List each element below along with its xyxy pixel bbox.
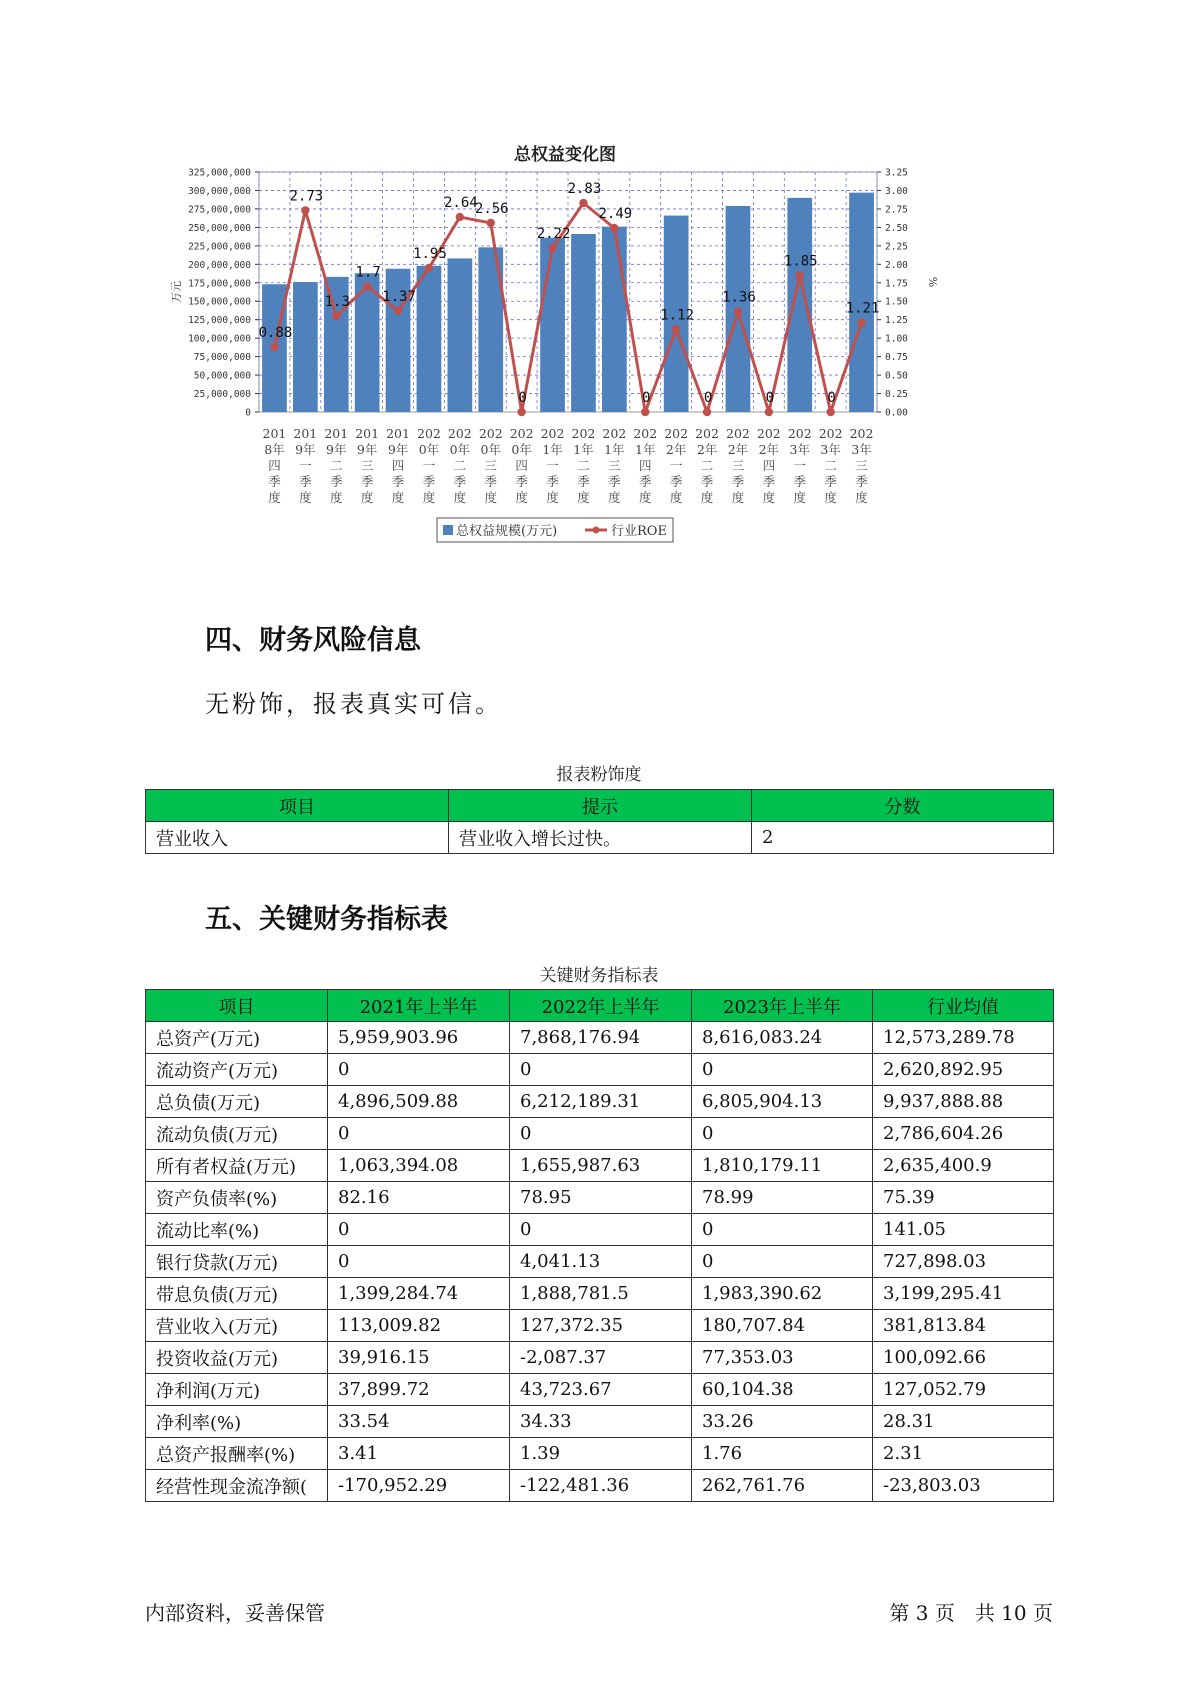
x-tick-label: 3年	[789, 442, 810, 457]
roe-point	[703, 408, 711, 416]
kfi-cell: 43,723.67	[510, 1374, 692, 1406]
bar-equity	[787, 198, 812, 412]
kfi-cell: 77,353.03	[692, 1342, 873, 1374]
x-tick-label: 二	[824, 458, 837, 473]
kfi-cell: 127,372.35	[510, 1310, 692, 1342]
x-tick-label: 度	[731, 490, 745, 505]
x-tick-label: 一	[793, 458, 807, 473]
roe-data-label: 0	[703, 390, 713, 406]
kfi-cell: -170,952.29	[328, 1470, 510, 1502]
x-tick-label: 三	[855, 458, 868, 473]
kfi-cell: -23,803.03	[873, 1470, 1054, 1502]
x-tick-label: 2年	[696, 442, 718, 457]
x-tick-label: 度	[577, 490, 590, 505]
kfi-cell: 727,898.03	[873, 1246, 1054, 1278]
kfi-cell: 3,199,295.41	[873, 1278, 1054, 1310]
kfi-cell: 0	[692, 1054, 873, 1086]
kfi-cell: 9,937,888.88	[873, 1086, 1054, 1118]
kfi-cell: 4,896,509.88	[328, 1086, 510, 1118]
kfi-header-cell: 行业均值	[873, 990, 1054, 1022]
kfi-cell: 资产负债率(%)	[146, 1182, 328, 1214]
x-tick-label: 1年	[542, 442, 563, 457]
kfi-cell: 78.95	[510, 1182, 692, 1214]
x-tick-label: 二	[329, 458, 343, 473]
kfi-cell: 0	[510, 1214, 692, 1246]
kfi-cell: 1.39	[510, 1438, 692, 1470]
x-tick-label: 季	[329, 474, 343, 489]
chart-title: 总权益变化图	[514, 145, 616, 165]
kfi-cell: 2,786,604.26	[873, 1118, 1054, 1150]
kfi-cell: -122,481.36	[510, 1470, 692, 1502]
kfi-cell: 381,813.84	[873, 1310, 1054, 1342]
roe-point	[301, 206, 309, 214]
risk-header-cell: 项目	[146, 790, 449, 822]
roe-data-label: 0	[827, 390, 836, 406]
y-tick-label: 100,000,000	[188, 333, 251, 345]
kfi-row	[146, 1054, 1054, 1086]
x-tick-label: 一	[669, 458, 683, 473]
x-tick-label: 季	[515, 474, 528, 489]
roe-data-label: 2.64	[443, 195, 478, 212]
x-tick-label: 度	[391, 490, 405, 505]
y-tick-label: 50,000,000	[193, 370, 251, 382]
y2-tick-label: 1.50	[885, 296, 908, 308]
y2-tick-label: 3.25	[885, 167, 908, 179]
x-tick-label: 202	[818, 426, 843, 441]
x-tick-label: 2年	[758, 442, 780, 457]
roe-data-label: 1.85	[783, 253, 818, 270]
roe-point	[487, 219, 495, 227]
kfi-row	[146, 1150, 1054, 1182]
kfi-cell: 3.41	[328, 1438, 510, 1470]
x-tick-label: 季	[793, 474, 807, 489]
y-tick-label: 300,000,000	[188, 185, 251, 197]
roe-data-label: 0	[765, 390, 775, 406]
x-tick-label: 季	[484, 474, 498, 489]
y2-tick-label: 1.25	[885, 315, 908, 327]
x-tick-label: 202	[602, 426, 627, 441]
kfi-row	[146, 1374, 1054, 1406]
kfi-row	[146, 1310, 1054, 1342]
kfi-cell: 0	[328, 1214, 510, 1246]
x-tick-label: 一	[299, 458, 312, 473]
y2-tick-label: 2.50	[885, 222, 908, 234]
x-tick-label: 202	[447, 426, 472, 441]
kfi-row	[146, 1406, 1054, 1438]
footer-note: 内部资料，妥善保管	[145, 1601, 325, 1625]
kfi-cell: -2,087.37	[510, 1342, 692, 1374]
kfi-cell: 60,104.38	[692, 1374, 873, 1406]
roe-data-label: 2.56	[474, 200, 509, 217]
kfi-header-cell: 2023年上半年	[692, 990, 873, 1022]
x-tick-label: 度	[360, 490, 374, 505]
x-tick-label: 度	[793, 490, 807, 505]
x-tick-label: 三	[360, 458, 374, 473]
roe-point	[363, 282, 371, 290]
roe-point	[796, 271, 804, 279]
x-tick-label: 度	[268, 490, 281, 505]
kfi-cell: 经营性现金流净额(	[146, 1470, 328, 1502]
y-tick-label: 25,000,000	[193, 389, 251, 401]
y2-tick-label: 0.25	[885, 389, 908, 401]
kfi-cell: 所有者权益(万元)	[146, 1150, 328, 1182]
bar-equity	[447, 258, 472, 412]
kfi-cell: 28.31	[873, 1406, 1054, 1438]
roe-point	[332, 312, 340, 320]
kfi-cell: 39,916.15	[328, 1342, 510, 1374]
kfi-row	[146, 1022, 1054, 1054]
x-tick-label: 201	[324, 426, 349, 441]
risk-header-cell: 提示	[449, 790, 752, 822]
x-tick-label: 1年	[635, 442, 656, 457]
equity-chart	[170, 132, 960, 592]
x-tick-label: 四	[268, 458, 281, 473]
y2-tick-label: 3.00	[885, 185, 908, 197]
roe-data-label: 0.88	[258, 325, 293, 342]
x-tick-label: 0年	[418, 442, 440, 457]
x-tick-label: 季	[577, 474, 590, 489]
kfi-cell: 78.99	[692, 1182, 873, 1214]
y-tick-label: 125,000,000	[188, 315, 251, 327]
x-tick-label: 0年	[449, 442, 471, 457]
y2-tick-label: 1.00	[885, 333, 908, 345]
x-tick-label: 度	[608, 490, 621, 505]
risk-cell: 营业收入增长过快。	[449, 822, 752, 854]
roe-data-label: 1.12	[660, 307, 695, 324]
x-tick-label: 9年	[295, 442, 316, 457]
x-tick-label: 季	[731, 474, 745, 489]
x-tick-label: 季	[546, 474, 559, 489]
roe-point	[270, 343, 278, 351]
y-tick-label: 225,000,000	[188, 241, 251, 253]
kfi-cell: 0	[692, 1118, 873, 1150]
kfi-cell: 0	[328, 1246, 510, 1278]
x-tick-label: 202	[756, 426, 781, 441]
x-tick-label: 度	[700, 490, 714, 505]
page-number: 第 3 页 共 10 页	[889, 1601, 1053, 1625]
kfi-cell: 1,063,394.08	[328, 1150, 510, 1182]
kfi-row	[146, 1278, 1054, 1310]
kfi-cell: 流动资产(万元)	[146, 1054, 328, 1086]
x-tick-label: 四	[638, 458, 652, 473]
x-tick-label: 季	[299, 474, 312, 489]
kfi-cell: 银行贷款(万元)	[146, 1246, 328, 1278]
kfi-cell: 180,707.84	[692, 1310, 873, 1342]
roe-data-label: 2.49	[598, 206, 633, 223]
roe-data-label: 1.37	[382, 288, 416, 305]
risk-table	[145, 789, 1054, 854]
kfi-cell: 2,635,400.9	[873, 1150, 1054, 1182]
roe-data-label: 0	[642, 390, 651, 406]
x-tick-label: 1年	[573, 442, 594, 457]
y-tick-label: 150,000,000	[188, 296, 251, 308]
x-tick-label: 季	[824, 474, 837, 489]
x-tick-label: 度	[762, 490, 776, 505]
roe-point	[548, 244, 556, 252]
x-tick-label: 三	[731, 458, 745, 473]
x-tick-label: 三	[608, 458, 621, 473]
kfi-cell: 流动比率(%)	[146, 1214, 328, 1246]
kfi-row	[146, 1438, 1054, 1470]
kfi-row	[146, 1086, 1054, 1118]
x-tick-label: 度	[484, 490, 498, 505]
kfi-cell: 12,573,289.78	[873, 1022, 1054, 1054]
risk-header-cell: 分数	[752, 790, 1054, 822]
x-tick-label: 1年	[604, 442, 625, 457]
kfi-header-cell: 2022年上半年	[510, 990, 692, 1022]
roe-data-label: 1.36	[722, 289, 756, 306]
x-tick-label: 8年	[264, 442, 285, 457]
x-tick-label: 202	[633, 426, 658, 441]
x-tick-label: 度	[515, 490, 528, 505]
kfi-row	[146, 1470, 1054, 1502]
legend-bar-swatch	[443, 525, 453, 535]
kfi-cell: 1,810,179.11	[692, 1150, 873, 1182]
bar-equity	[571, 234, 596, 412]
kfi-cell: 总负债(万元)	[146, 1086, 328, 1118]
kfi-cell: 141.05	[873, 1214, 1054, 1246]
x-tick-label: 202	[695, 426, 719, 441]
kfi-cell: 37,899.72	[328, 1374, 510, 1406]
kfi-cell: 净利润(万元)	[146, 1374, 328, 1406]
x-tick-label: 201	[355, 426, 380, 441]
x-tick-label: 3年	[851, 442, 872, 457]
section4-title: 四、财务风险信息	[205, 625, 421, 656]
kfi-cell: 流动负债(万元)	[146, 1118, 328, 1150]
x-tick-label: 2年	[727, 442, 749, 457]
kfi-cell: 100,092.66	[873, 1342, 1054, 1374]
roe-data-label: 1.7	[355, 264, 381, 281]
x-tick-label: 一	[546, 458, 559, 473]
x-tick-label: 201	[262, 426, 287, 441]
x-tick-label: 0年	[511, 442, 532, 457]
kfi-cell: 82.16	[328, 1182, 510, 1214]
roe-point	[672, 325, 680, 333]
kfi-cell: 75.39	[873, 1182, 1054, 1214]
kfi-header-cell: 2021年上半年	[328, 990, 510, 1022]
x-tick-label: 季	[453, 474, 467, 489]
table-risk-caption: 报表粉饰度	[556, 765, 642, 785]
x-tick-label: 二	[577, 458, 590, 473]
x-tick-label: 季	[268, 474, 281, 489]
y2-tick-label: 0.75	[885, 352, 908, 364]
kfi-cell: 8,616,083.24	[692, 1022, 873, 1054]
kfi-table	[145, 989, 1054, 1502]
kfi-cell: 33.26	[692, 1406, 873, 1438]
x-tick-label: 9年	[356, 442, 378, 457]
kfi-cell: 6,212,189.31	[510, 1086, 692, 1118]
roe-point	[641, 408, 649, 416]
kfi-cell: 带息负债(万元)	[146, 1278, 328, 1310]
x-tick-label: 四	[762, 458, 776, 473]
bar-equity	[540, 238, 565, 412]
roe-data-label: 1.3	[324, 294, 350, 310]
x-tick-label: 季	[360, 474, 374, 489]
kfi-cell: 0	[692, 1246, 873, 1278]
kfi-cell: 1.76	[692, 1438, 873, 1470]
kfi-cell: 262,761.76	[692, 1470, 873, 1502]
chart-canvas	[170, 132, 960, 592]
legend-line-marker	[593, 527, 600, 534]
table-kfi-caption: 关键财务指标表	[539, 966, 659, 986]
roe-point	[579, 199, 587, 207]
x-tick-label: 度	[329, 490, 343, 505]
kfi-cell: 0	[328, 1118, 510, 1150]
kfi-cell: 0	[510, 1054, 692, 1086]
x-tick-label: 季	[391, 474, 405, 489]
kfi-cell: 127,052.79	[873, 1374, 1054, 1406]
roe-point	[765, 408, 773, 416]
y-tick-label: 175,000,000	[188, 278, 251, 290]
kfi-header-cell: 项目	[146, 990, 328, 1022]
x-tick-label: 度	[299, 490, 312, 505]
bar-equity	[417, 266, 442, 412]
roe-point	[456, 213, 464, 221]
kfi-row	[146, 1118, 1054, 1150]
kfi-cell: 总资产(万元)	[146, 1022, 328, 1054]
y2-tick-label: 2.00	[885, 259, 908, 271]
kfi-cell: 34.33	[510, 1406, 692, 1438]
x-tick-label: 201	[386, 426, 410, 441]
kfi-row	[146, 1246, 1054, 1278]
x-tick-label: 四	[391, 458, 405, 473]
x-tick-label: 202	[726, 426, 750, 441]
legend-label-roe: 行业ROE	[611, 524, 667, 539]
roe-data-label: 1.21	[845, 300, 880, 317]
bar-equity	[293, 282, 318, 412]
roe-data-label: 2.83	[567, 181, 602, 198]
x-tick-label: 一	[422, 458, 436, 473]
x-tick-label: 202	[509, 426, 534, 441]
kfi-cell: 0	[510, 1118, 692, 1150]
kfi-cell: 1,983,390.62	[692, 1278, 873, 1310]
x-tick-label: 2年	[665, 442, 687, 457]
risk-cell: 2	[752, 822, 1054, 854]
x-tick-label: 202	[849, 426, 874, 441]
x-tick-label: 202	[540, 426, 565, 441]
x-tick-label: 三	[484, 458, 498, 473]
y2-tick-label: 1.75	[885, 278, 908, 290]
y-tick-label: 250,000,000	[188, 222, 251, 234]
roe-point	[857, 318, 865, 326]
x-tick-label: 202	[664, 426, 689, 441]
kfi-cell: 总资产报酬率(%)	[146, 1438, 328, 1470]
kfi-cell: 4,041.13	[510, 1246, 692, 1278]
x-tick-label: 9年	[326, 442, 347, 457]
y2-axis-label: %	[926, 276, 939, 288]
kfi-cell: 113,009.82	[328, 1310, 510, 1342]
roe-point	[425, 264, 433, 272]
roe-point	[394, 307, 402, 315]
kfi-row	[146, 1182, 1054, 1214]
x-tick-label: 度	[422, 490, 436, 505]
y2-tick-label: 2.25	[885, 241, 908, 253]
x-tick-label: 度	[638, 490, 652, 505]
risk-row	[146, 822, 1054, 854]
x-tick-label: 0年	[480, 442, 501, 457]
roe-data-label: 2.22	[536, 226, 571, 243]
roe-data-label: 2.73	[289, 188, 324, 205]
x-tick-label: 季	[762, 474, 776, 489]
x-tick-label: 季	[638, 474, 652, 489]
x-tick-label: 季	[422, 474, 436, 489]
y-tick-label: 275,000,000	[188, 204, 251, 216]
x-tick-label: 季	[669, 474, 683, 489]
kfi-cell: 营业收入(万元)	[146, 1310, 328, 1342]
kfi-cell: 1,399,284.74	[328, 1278, 510, 1310]
kfi-row	[146, 1342, 1054, 1374]
kfi-cell: 7,868,176.94	[510, 1022, 692, 1054]
x-tick-label: 度	[546, 490, 559, 505]
x-tick-label: 季	[608, 474, 621, 489]
roe-data-label: 1.95	[413, 246, 447, 262]
x-tick-label: 二	[700, 458, 714, 473]
section5-title: 五、关键财务指标表	[205, 904, 448, 935]
y-tick-label: 75,000,000	[193, 352, 251, 364]
kfi-cell: 1,655,987.63	[510, 1150, 692, 1182]
kfi-cell: 33.54	[328, 1406, 510, 1438]
risk-cell: 营业收入	[146, 822, 449, 854]
y-axis-label: 万元	[170, 281, 183, 303]
roe-point	[826, 408, 834, 416]
kfi-cell: 1,888,781.5	[510, 1278, 692, 1310]
y-tick-label: 325,000,000	[188, 167, 251, 179]
x-tick-label: 201	[293, 426, 318, 441]
roe-point	[734, 307, 742, 315]
x-tick-label: 度	[855, 490, 868, 505]
roe-point	[610, 224, 618, 232]
x-tick-label: 202	[787, 426, 812, 441]
x-tick-label: 季	[855, 474, 868, 489]
x-tick-label: 202	[478, 426, 503, 441]
x-tick-label: 四	[515, 458, 528, 473]
roe-data-label: 0	[518, 390, 527, 406]
kfi-cell: 6,805,904.13	[692, 1086, 873, 1118]
y2-tick-label: 2.75	[885, 204, 908, 216]
legend-label-equity: 总权益规模(万元)	[456, 524, 558, 539]
x-tick-label: 度	[453, 490, 467, 505]
kfi-cell: 0	[328, 1054, 510, 1086]
x-tick-label: 二	[453, 458, 467, 473]
roe-point	[517, 408, 525, 416]
x-tick-label: 季	[700, 474, 714, 489]
kfi-cell: 2.31	[873, 1438, 1054, 1470]
kfi-cell: 净利率(%)	[146, 1406, 328, 1438]
bar-equity	[602, 227, 627, 412]
kfi-cell: 0	[692, 1214, 873, 1246]
kfi-cell: 投资收益(万元)	[146, 1342, 328, 1374]
x-tick-label: 3年	[820, 442, 841, 457]
y-tick-label: 0	[245, 407, 251, 419]
x-tick-label: 度	[824, 490, 837, 505]
kfi-row	[146, 1214, 1054, 1246]
kfi-cell: 2,620,892.95	[873, 1054, 1054, 1086]
x-tick-label: 202	[571, 426, 596, 441]
section4-text: 无粉饰，报表真实可信。	[205, 690, 502, 718]
x-tick-label: 度	[669, 490, 683, 505]
x-tick-label: 9年	[387, 442, 409, 457]
y2-tick-label: 0.00	[885, 407, 908, 419]
y-tick-label: 200,000,000	[188, 259, 251, 271]
x-tick-label: 202	[417, 426, 441, 441]
kfi-cell: 5,959,903.96	[328, 1022, 510, 1054]
y2-tick-label: 0.50	[885, 370, 908, 382]
